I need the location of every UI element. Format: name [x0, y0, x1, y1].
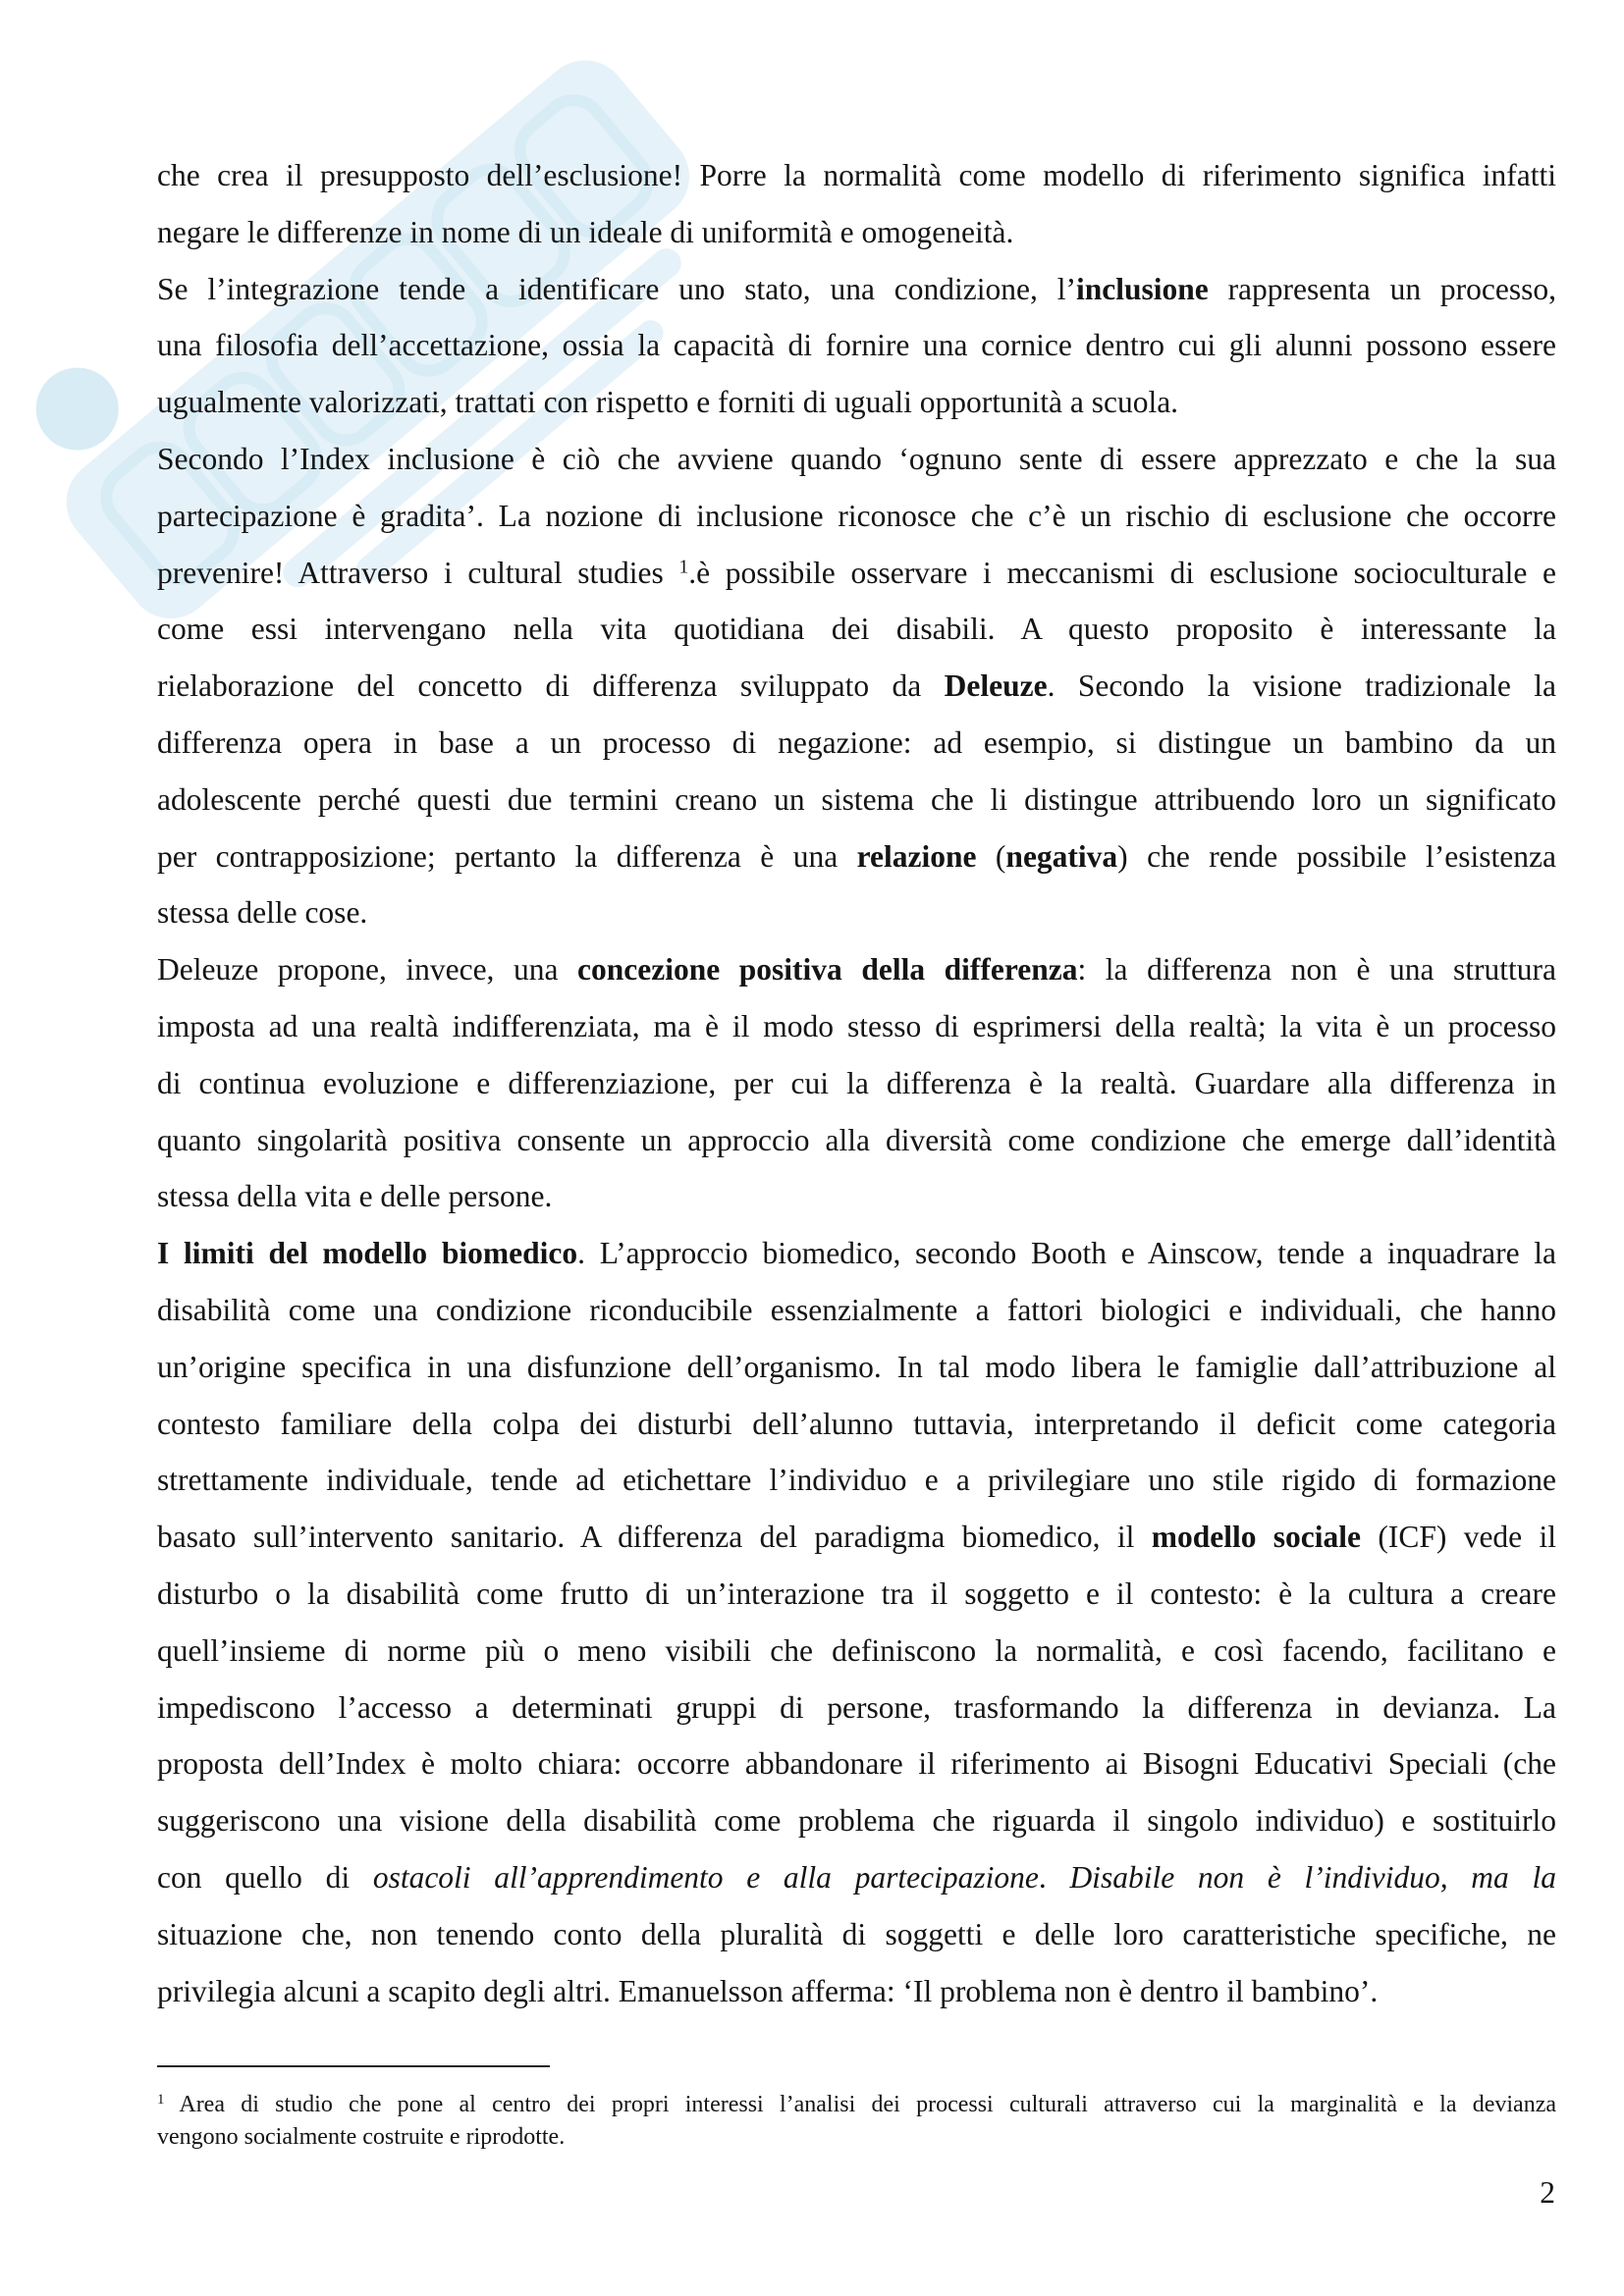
bold-text: negativa [1005, 838, 1118, 874]
text-run: adolescente perché questi due termini creano un sistema che li distingue attribuendo loro un significato [157, 781, 1556, 817]
text-line [157, 715, 1556, 772]
text-line [157, 1055, 1556, 1112]
text-run: situazione che, non tenendo conto della pluralità di soggetti e delle loro caratteristiche specifiche, ne [157, 1916, 1556, 1951]
text-run: . L’approccio biomedico, secondo Booth e Ainscow, tende a inquadrare la [577, 1236, 1557, 1271]
text-run: impediscono l’accesso a determinati gruppi di persone, trasformando la differenza in devianza. La [157, 1689, 1556, 1725]
text-run: partecipazione è gradita’. La nozione di inclusione riconosce che c’è un rischio di esclusione che occorre [157, 498, 1556, 533]
text-run: negare le differenze in nome di un ideale di uniformità e omogeneità. [157, 214, 1014, 249]
text-line [157, 1849, 1556, 1906]
text-line [157, 1963, 1556, 2020]
text-run: Deleuze propone, invece, una [157, 952, 578, 988]
text-line [157, 1396, 1556, 1453]
footnote-separator [157, 2065, 550, 2067]
text-run: stessa delle cose. [157, 895, 368, 931]
text-run: (ICF) vede il [1361, 1520, 1557, 1555]
text-line [157, 374, 1556, 431]
text-run: differenza opera in base a un processo di negazione: ad esempio, si distingue un bambino da un [157, 724, 1556, 760]
footnote-line [157, 2121, 1556, 2154]
text-run: di continua evoluzione e differenziazione, per cui la differenza è la realtà. Guardare alla differenza in [157, 1065, 1556, 1100]
text-line [157, 1282, 1556, 1339]
text-line [157, 884, 1556, 941]
text-line [157, 431, 1556, 488]
text-line [157, 1339, 1556, 1396]
text-line [157, 998, 1556, 1055]
text-line [157, 658, 1556, 715]
bold-text: Deleuze [944, 668, 1048, 704]
paragraph [157, 261, 1556, 431]
text-run: che crea il presupposto dell’esclusione! Porre la normalità come modello di riferimento significa infatti [157, 158, 1556, 192]
text-run: con quello di [157, 1859, 373, 1895]
text-run: . Secondo la visione tradizionale la [1047, 668, 1556, 704]
footnote-line [157, 2089, 1556, 2121]
text-run: rielaborazione del concetto di differenza sviluppato da [157, 668, 945, 704]
text-line [157, 828, 1556, 885]
paragraph [157, 941, 1556, 1225]
paragraph [157, 431, 1556, 941]
page-number: 2 [1540, 2175, 1555, 2210]
text-run: quanto singolarità positiva consente un approccio alla diversità come condizione che emerge dall’identità [157, 1122, 1556, 1157]
text-line [157, 204, 1556, 261]
text-line [157, 1792, 1556, 1849]
bold-text: I limiti del modello biomedico [157, 1236, 578, 1271]
text-run: Secondo l’Index inclusione è ciò che avviene quando ‘ognuno sente di essere apprezzato e che la sua [157, 441, 1556, 476]
text-run: per contrapposizione; pertanto la differenza è una [157, 838, 857, 874]
body-text [157, 147, 1556, 2019]
text-line [157, 772, 1556, 828]
text-run: Se l’integrazione tende a identificare uno stato, una condizione, l’ [157, 271, 1076, 306]
text-line [157, 601, 1556, 658]
text-line [157, 1168, 1556, 1225]
text-run: privilegia alcuni a scapito degli altri. Emanuelsson afferma: ‘Il problema non è dentro il bambino’. [157, 1973, 1379, 2008]
text-line [157, 1225, 1556, 1282]
text-run: una filosofia dell’accettazione, ossia la capacità di fornire una cornice dentro cui gli alunni possono essere [157, 328, 1556, 363]
text-line [157, 1509, 1556, 1566]
text-line [157, 1680, 1556, 1736]
text-run: .è possibile osservare i meccanismi di esclusione socioculturale e [688, 555, 1556, 590]
text-run: strettamente individuale, tende ad etichettare l’individuo e a privilegiare uno stile rigido di formazione [157, 1463, 1556, 1498]
text-line [157, 1623, 1556, 1680]
text-line [157, 1566, 1556, 1623]
text-run: disabilità come una condizione riconducibile essenzialmente a fattori biologici e individuali, che hanno [157, 1292, 1556, 1327]
text-run: proposta dell’Index è molto chiara: occorre abbandonare il riferimento ai Bisogni Educativi Speciali (che [157, 1746, 1556, 1782]
text-run: prevenire! Attraverso i cultural studies [157, 555, 679, 590]
italic-text: ostacoli all’apprendimento e alla partecipazione [372, 1859, 1039, 1895]
text-run: vengono socialmente costruite e riprodotte. [157, 2124, 566, 2150]
paragraph [157, 147, 1556, 261]
footnote-marker: 1 [157, 2091, 165, 2108]
text-run: basato sull’intervento sanitario. A differenza del paradigma biomedico, il [157, 1520, 1152, 1555]
text-run: come essi intervengano nella vita quotidiana dei disabili. A questo proposito è interessante la [157, 612, 1556, 647]
text-run: rappresenta un processo, [1208, 271, 1556, 306]
text-run: quell’insieme di norme più o meno visibili che definiscono la normalità, e così facendo, facilitano e [157, 1632, 1556, 1668]
text-run: ugualmente valorizzati, trattati con rispetto e forniti di uguali opportunità a scuola. [157, 385, 1179, 420]
bold-text: inclusione [1075, 271, 1209, 306]
bold-text: modello sociale [1151, 1520, 1362, 1555]
text-line [157, 488, 1556, 545]
text-line [157, 941, 1556, 998]
text-line [157, 1906, 1556, 1963]
text-run: imposta ad una realtà indifferenziata, ma è il modo stesso di esprimersi della realtà; la vita è un processo [157, 1008, 1556, 1043]
text-line [157, 545, 1556, 602]
text-line [157, 261, 1556, 318]
text-run: stessa della vita e delle persone. [157, 1179, 553, 1214]
text-run: suggeriscono una visione della disabilità come problema che riguarda il singolo individuo) e sostituirlo [157, 1803, 1556, 1839]
text-run: un’origine specifica in una disfunzione dell’organismo. In tal modo libera le famiglie dall’attribuzione al [157, 1349, 1556, 1384]
text-line [157, 147, 1556, 204]
bold-text: concezione positiva della differenza [577, 952, 1078, 988]
text-run: ) che rende possibile l’esistenza [1117, 838, 1556, 874]
bold-text: relazione [856, 838, 977, 874]
text-line [157, 1452, 1556, 1509]
text-run: ( [976, 838, 1006, 874]
text-line [157, 1112, 1556, 1169]
footnote [157, 2089, 1556, 2154]
text-line [157, 1735, 1556, 1792]
text-run: disturbo o la disabilità come frutto di un’interazione tra il soggetto e il contesto: è la cultura a creare [157, 1575, 1556, 1611]
text-line [157, 317, 1556, 374]
paragraph [157, 1225, 1556, 2019]
text-run: Area di studio che pone al centro dei propri interessi l’analisi dei processi culturali attraverso cui la marginalità e la devianza [164, 2092, 1556, 2117]
text-run: . [1038, 1859, 1070, 1895]
footnote-ref: 1 [678, 556, 689, 577]
text-run: contesto familiare della colpa dei disturbi dell’alunno tuttavia, interpretando il deficit come categoria [157, 1406, 1556, 1441]
text-run: : la differenza non è una struttura [1077, 952, 1557, 988]
italic-text: Disabile non è l’individuo, ma la [1069, 1859, 1557, 1895]
